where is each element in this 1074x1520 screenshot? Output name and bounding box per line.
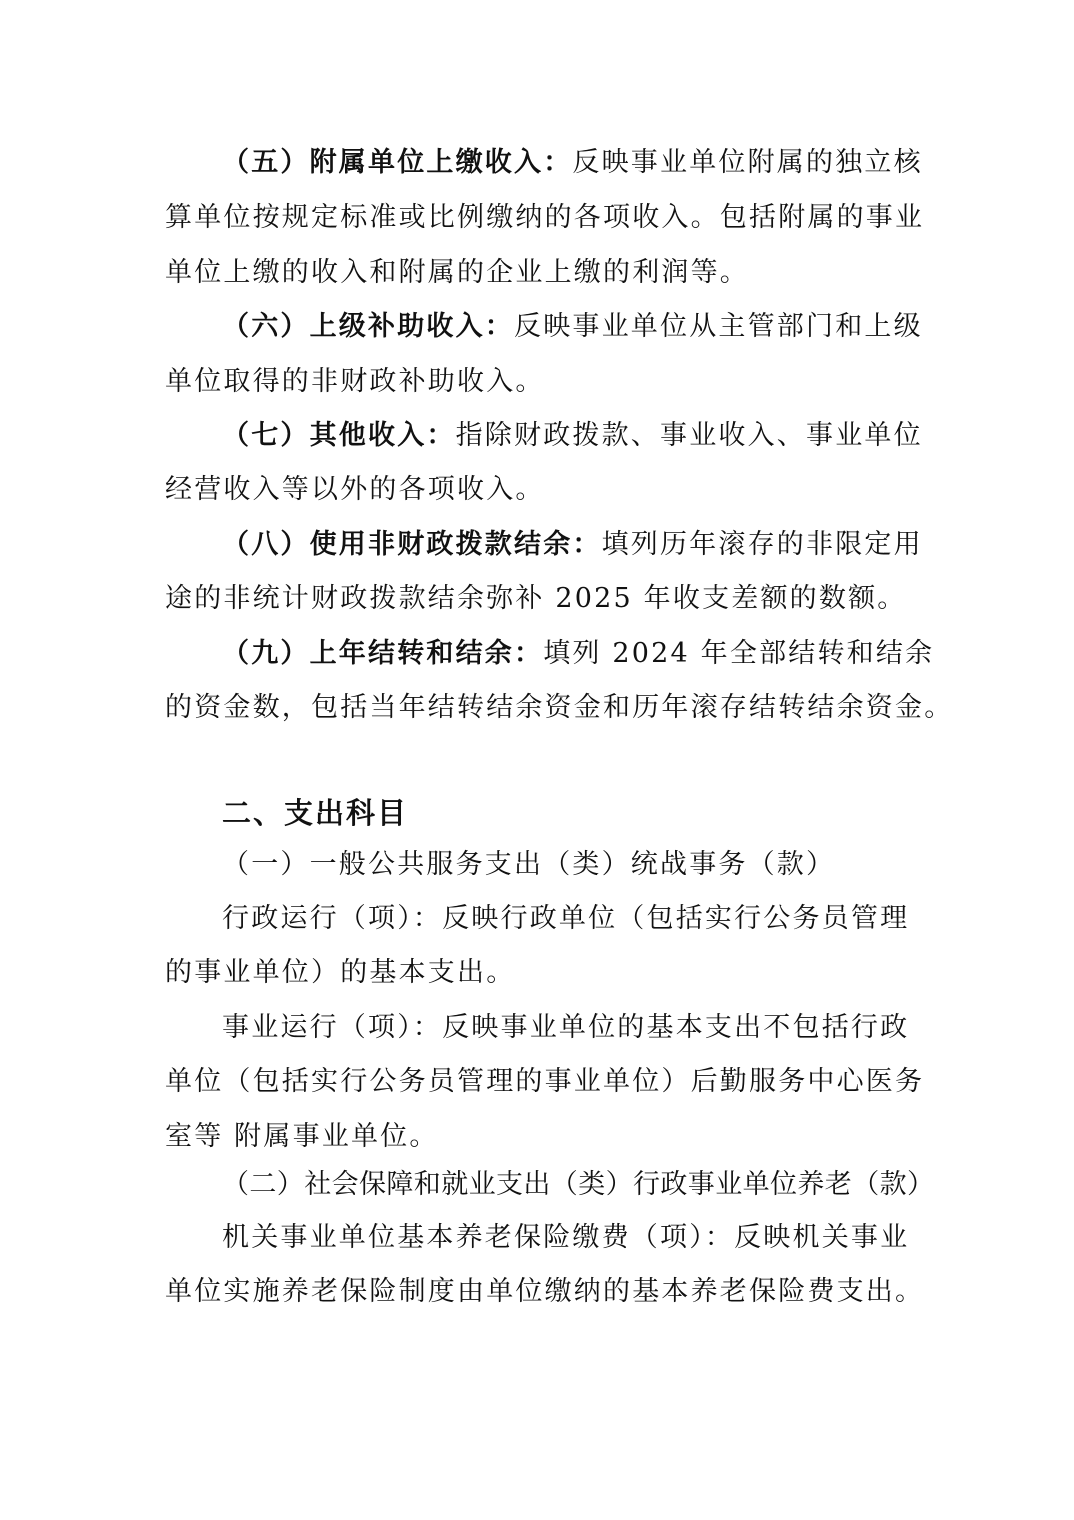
income-item-8-line-2: 途的非统计财政拨款结余弥补 2025 年收支差额的数额。 (165, 583, 907, 614)
admin-operation-line-1: 行政运行（项）：反映行政单位（包括实行公务员管理 (222, 903, 910, 934)
institution-operation-line-1: 事业运行（项）：反映事业单位的基本支出不包括行政 (222, 1012, 910, 1043)
income-item-9-label: （九）上年结转和结余： (222, 638, 544, 669)
income-item-7-text: 指除财政拨款、事业收入、事业单位 (455, 420, 923, 451)
income-item-8-line-1 (222, 527, 923, 563)
income-item-7-line-2: 经营收入等以外的各项收入。 (165, 474, 545, 505)
income-item-5-label: （五）附属单位上缴收入： (222, 147, 573, 178)
income-item-7-line-1 (222, 418, 923, 454)
income-item-5-text: 反映事业单位附属的独立核 (572, 147, 923, 178)
income-item-6-line-2: 单位取得的非财政补助收入。 (165, 366, 545, 397)
income-item-8-text: 填列历年滚存的非限定用 (601, 529, 923, 560)
section-heading-expenditure: 二、支出科目 (222, 796, 409, 830)
expenditure-category-1: （一）一般公共服务支出（类）统战事务（款） (222, 849, 836, 880)
income-item-9-line-2: 的资金数，包括当年结转结余资金和历年滚存结转结余资金。 (165, 692, 954, 723)
income-item-6-line-1 (222, 309, 923, 345)
institution-operation-line-2: 单位（包括实行公务员管理的事业单位）后勤服务中心医务 (165, 1066, 925, 1097)
income-item-9-line-1 (222, 636, 934, 672)
income-item-6-text: 反映事业单位从主管部门和上级 (514, 311, 923, 342)
institution-operation-line-3: 室等 附属事业单位。 (165, 1121, 439, 1152)
expenditure-category-2: （二）社会保障和就业支出（类）行政事业单位养老（款） (222, 1169, 935, 1200)
pension-line-1: 机关事业单位基本养老保险缴费（项）：反映机关事业 (222, 1222, 910, 1253)
income-item-7-label: （七）其他收入： (222, 420, 456, 451)
income-item-5-line-1 (222, 145, 923, 181)
income-item-6-label: （六）上级补助收入： (222, 311, 514, 342)
income-item-8-label: （八）使用非财政拨款结余： (222, 529, 602, 560)
admin-operation-line-2: 的事业单位）的基本支出。 (165, 957, 516, 988)
pension-line-2: 单位实施养老保险制度由单位缴纳的基本养老保险费支出。 (165, 1276, 925, 1307)
income-item-5-line-3: 单位上缴的收入和附属的企业上缴的利润等。 (165, 257, 749, 288)
income-item-5-line-2: 算单位按规定标准或比例缴纳的各项收入。包括附属的事业 (165, 202, 925, 233)
income-item-9-text: 填列 2024 年全部结转和结余 (543, 638, 935, 669)
